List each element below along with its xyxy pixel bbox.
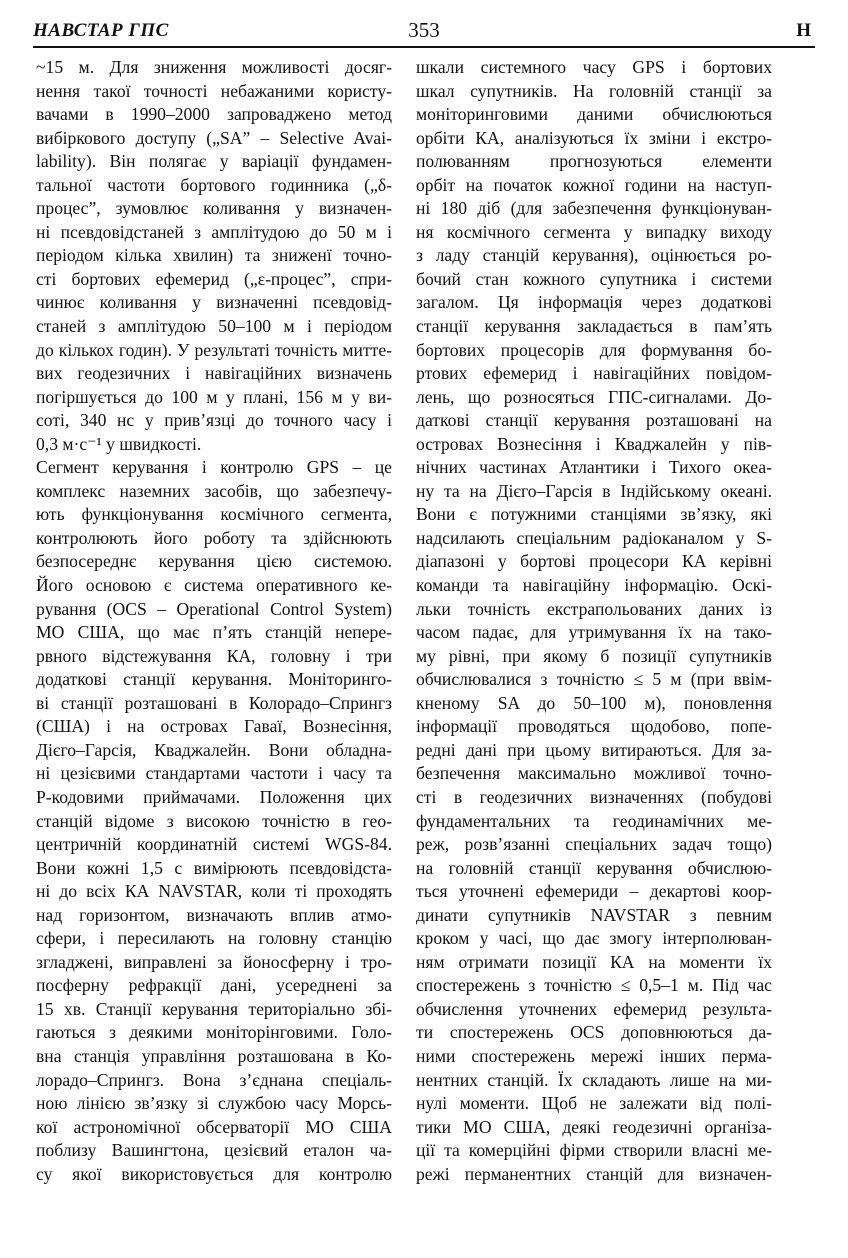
text-line: ні цезієвими стандартами частоти і часу та: [36, 763, 392, 784]
text-line: контролюють його роботу та здійснюють: [36, 527, 392, 548]
text-line: бочий стан кожного супутника і системи: [416, 268, 772, 289]
text-line: спостережень з точністю ≤ 0,5–1 м. Під час: [416, 975, 772, 996]
text-line: ти спостережень OCS доповнюються да-: [416, 1022, 772, 1043]
text-line: з ладу станцій керування), оцінюється ро-: [416, 245, 772, 266]
text-line: додаткові станції керування. Моніторинго-: [36, 669, 392, 690]
text-line: періодом кілька хвилин) та зниженї точно-: [36, 245, 392, 266]
text-line: соті, 340 нс у прив’язці до точного часу і: [36, 410, 392, 431]
right-text-column: [416, 56, 772, 1186]
text-line: кої астрономічної обсерваторії МО США: [36, 1116, 392, 1137]
text-line: згладжені, виправлені за йоносферну і тро-: [36, 951, 392, 972]
text-line: полюванням прогнозуються елементи: [416, 151, 772, 172]
text-line: вих геодезичних і навігаційних визначень: [36, 363, 392, 384]
text-line: сфери, і пересилають на головну станцію: [36, 928, 392, 949]
text-line: бортових процесорів для формування бо-: [416, 339, 772, 360]
text-line: 0,3 м·с⁻¹ у швидкості.: [36, 433, 202, 454]
text-line: над горизонтом, визначають вплив атмо-: [36, 904, 392, 925]
section-letter: Н: [796, 20, 811, 41]
text-line: Вони кожні 1,5 с вимірюють псевдовідста-: [36, 857, 392, 878]
text-line: процес”, зумовлює коливання у визначен-: [36, 198, 392, 219]
text-line: 15 хв. Станції керування територіально збі-: [36, 998, 392, 1019]
text-line: надсилають спеціальним радіоканалом у S-: [416, 527, 772, 548]
text-line: (США) і на островах Гаваї, Вознесіння,: [36, 716, 392, 737]
text-line: ють функціонування космічного сегмента,: [36, 504, 392, 525]
text-line: МО США, що має п’ять станцій непере-: [36, 622, 392, 643]
text-line: ції та комерційні фірми створили власні ме-: [416, 1140, 772, 1161]
header-rule: [33, 46, 815, 48]
text-line: нулі моменти. Щоб не залежати від полі-: [416, 1093, 772, 1114]
text-line: поблизу Вашингтона, цезієвий еталон ча-: [36, 1140, 392, 1161]
text-line: Сегмент керування і контролю GPS – це: [36, 457, 392, 478]
text-line: на головній станції керування обчислюю-: [416, 857, 772, 878]
text-line: островах Вознесіння і Кваджалейн у пів-: [416, 433, 772, 454]
text-line: сті в геодезичних визначеннях (побудові: [416, 786, 772, 807]
text-line: Його основою є система оперативного ке-: [36, 575, 392, 596]
text-line: ня космічного сегмента у випадку виходу: [416, 221, 772, 242]
text-line: вачами в 1990–2000 запроваджено метод: [36, 104, 392, 125]
running-head-title: НАВСТАР ГПС: [33, 20, 169, 41]
text-line: рування (OCS – Operational Control System): [36, 598, 392, 619]
page-header: [33, 18, 815, 48]
text-line: lability). Він полягає у варіації фундамен-: [36, 151, 392, 172]
text-line: чинює коливання у визначенні псевдовід-: [36, 292, 392, 313]
text-line: кненому SA до 50–100 м), поновлення: [416, 692, 772, 713]
text-line: комплекс наземних засобів, що забезпечу-: [36, 480, 392, 501]
text-line: ням отримати позиції КА на моменти їх: [416, 951, 772, 972]
text-line: режі перманентних станцій для визначен-: [416, 1163, 772, 1184]
text-line: динати супутників NAVSTAR з певним: [416, 904, 772, 925]
text-line: орбіт на початок кожної години на наступ-: [416, 174, 772, 195]
text-line: загалом. Ця інформація через додаткові: [416, 292, 772, 313]
text-line: льки точність екстрапольованих даних із: [416, 598, 772, 619]
text-line: ртових ефемерид і навігаційних повідом-: [416, 363, 772, 384]
text-line: ні до всіх КА NAVSTAR, коли ті проходять: [36, 881, 392, 902]
text-line: станції керування закладається в пам’ять: [416, 316, 772, 337]
text-line: станей з амплітудою 50–100 м і періодом: [36, 316, 392, 337]
text-line: ~15 м. Для зниження можливості досяг-: [36, 57, 392, 77]
text-line: ну та на Дієго–Гарсія в Індійському океані.: [416, 480, 772, 501]
text-line: станцій відоме з високою точністю в гео-: [36, 810, 392, 831]
text-line: Вони є потужними станціями зв’язку, які: [416, 504, 772, 525]
text-line: реж, розв’язанні спеціальних задач тощо): [416, 834, 772, 855]
text-line: нічних частинах Атлантики і Тихого океа-: [416, 457, 772, 478]
text-line: лень, що розносяться ГПС-сигналами. До-: [416, 386, 772, 407]
text-line: вна станція управління розташована в Ко-: [36, 1045, 392, 1066]
text-line: команди та навігаційну інформацію. Оскі-: [416, 575, 772, 596]
text-line: ні псевдовідстаней з амплітудою до 50 м і: [36, 221, 392, 242]
text-line: ними спостережень мережі інших перма-: [416, 1045, 772, 1066]
text-line: посферну рефракції дані, усереднені за: [36, 975, 392, 996]
text-line: нення такої точності небажаними користу-: [36, 80, 392, 101]
text-line: шкали системного часу GPS і бортових: [416, 57, 772, 77]
text-line: шкал супутників. На головній станції за: [416, 80, 772, 101]
text-line: нентних станцій. Їх складають лише на ми-: [416, 1069, 772, 1090]
text-line: сті бортових ефемерид („ε-процес”, спри-: [36, 268, 392, 289]
text-line: кроком у часі, що дає змогу інтерполюван-: [416, 928, 772, 949]
text-line: му рівні, при якому б позиції супутників: [416, 645, 772, 666]
text-line: орбіти КА, аналізуються їх зміни і екстро-: [416, 127, 772, 148]
left-text-column: [36, 56, 392, 1186]
text-line: даткові станції керування розташовані на: [416, 410, 772, 431]
text-line: лорадо–Спрингз. Вона з’єднана спеціаль-: [36, 1069, 392, 1090]
text-line: су якої використовується для контролю: [36, 1163, 392, 1184]
text-line: часом падає, для утримування їх на тако-: [416, 622, 772, 643]
text-line: погіршується до 100 м у плані, 156 м у ви-: [36, 386, 392, 407]
text-line: обчислювалися з точністю ≤ 5 м (при ввім-: [416, 669, 772, 690]
text-line: рвного відстежування КА, головну і три: [36, 645, 392, 666]
text-line: діапазоні у бортові процесори КА керівні: [416, 551, 772, 572]
text-line: ні 180 діб (для забезпечення функціонуван-: [416, 198, 772, 219]
text-line: вибіркового доступу („SA” – Selective Avai-: [36, 127, 392, 148]
text-line: Р-кодовими приймачами. Положення цих: [36, 786, 392, 807]
text-line: безпосереднє керування цією системою.: [36, 551, 392, 572]
text-line: обчислення уточнених ефемерид результа-: [416, 998, 772, 1019]
text-line: тики МО США, деякі геодезичні організа-: [416, 1116, 772, 1137]
text-line: редні дані при цьому витираються. Для за-: [416, 739, 772, 760]
text-line: інформації проводяться щодобово, попе-: [416, 716, 772, 737]
text-line: тальної частоти бортового годинника („δ-: [36, 174, 392, 195]
text-line: гаються з деякими моніторінговими. Голо-: [36, 1022, 392, 1043]
text-line: ться уточнені ефемериди – декартові коор-: [416, 881, 772, 902]
page-number: 353: [408, 18, 440, 42]
text-line: фундаментальних та геодинамічних ме-: [416, 810, 772, 831]
text-line: моніторинговими даними обчислюються: [416, 104, 772, 125]
text-line: центричній координатній системі WGS-84.: [36, 834, 392, 855]
text-line: Дієго–Гарсія, Кваджалейн. Вони обладна-: [36, 739, 392, 760]
text-line: безпечення максимально можливої точно-: [416, 763, 772, 784]
text-line: ві станції розташовані в Колорадо–Спрингз: [36, 692, 392, 713]
text-line: до кількох годин). У результаті точність митте-: [36, 339, 392, 360]
text-line: ною лінією зв’язку зі службою часу Морсь-: [36, 1093, 392, 1114]
